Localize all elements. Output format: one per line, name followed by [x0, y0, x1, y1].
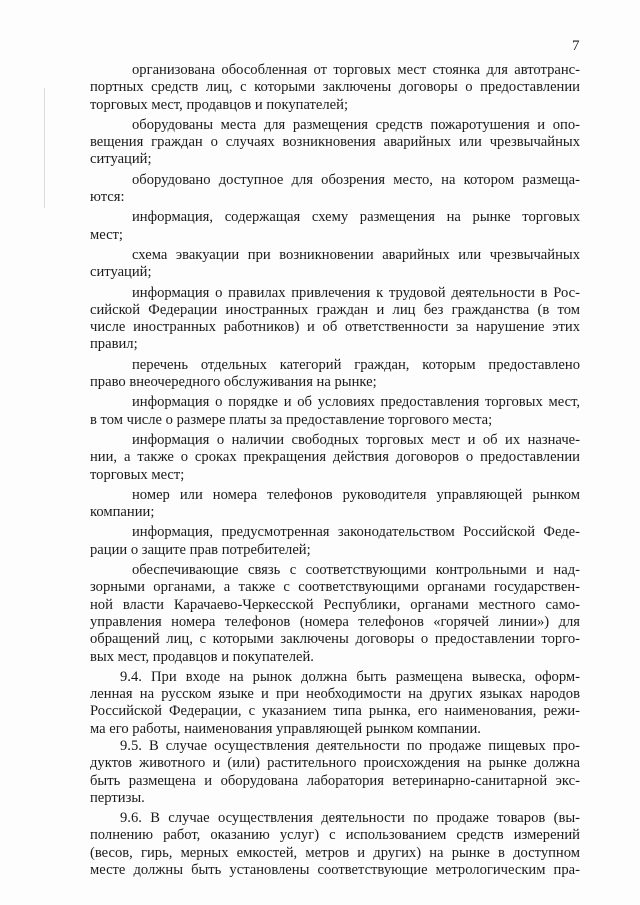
text-line: числе иностранных работников) и об ответственности за нарушение этих [90, 319, 580, 336]
text-line: полнению работ, оказанию услуг) с использованием средств измерений [90, 827, 580, 844]
text-line: оборудованы места для размещения средств пожаротушения и опо- [132, 116, 580, 133]
text-line: торговых мест, продавцов и покупателей; [90, 96, 349, 113]
text-line: перечень отдельных категорий граждан, которым предоставлено [132, 356, 580, 373]
text-line: обращений лиц, с которыми заключены договоры о предоставлении торго- [90, 631, 580, 648]
text-line: (весов, гирь, мерных емкостей, метров и других) на рынке в доступном [90, 844, 580, 861]
text-line: в том числе о размере платы за предоставление торгового места; [90, 411, 493, 428]
text-line: мест; [90, 226, 123, 243]
text-line: пертизы. [90, 789, 145, 806]
text-line: дуктов животного и (или) растительного происхождения на рынке должна [90, 755, 580, 772]
text-line: ма его работы, наименования управляющей рынком компании. [90, 720, 481, 737]
text-line: 9.6. В случае осуществления деятельности по продаже товаров (вы- [120, 810, 580, 827]
text-line: обеспечивающие связь с соответствующими контрольными и над- [132, 562, 580, 579]
text-line: схема эвакуации при возникновении аварийных или чрезвычайных [132, 246, 580, 263]
text-line: торговых мест; [90, 466, 185, 483]
text-line: вых мест, продавцов и покупателей. [90, 648, 314, 665]
text-line: месте должны быть установлены соответствующие метрологическим пра- [90, 862, 580, 879]
text-line: быть размещена и оборудована лаборатория ветеринарно-санитарной экс- [90, 772, 580, 789]
text-line: номер или номера телефонов руководителя управляющей рынком [132, 486, 580, 503]
text-line: информация о наличии свободных торговых мест и об их назначе- [132, 431, 580, 448]
text-line: 9.5. В случае осуществления деятельности по продаже пищевых про- [120, 737, 580, 754]
text-line: рации о защите прав потребителей; [90, 541, 311, 558]
text-line: информация, предусмотренная законодательством Российской Феде- [132, 524, 580, 541]
text-line: право внеочередного обслуживания на рынке; [90, 374, 377, 391]
text-line: портных средств лиц, с которыми заключены договоры о предоставлении [90, 79, 580, 96]
text-line: нии, а также о сроках прекращения действия договоров о предоставлении [90, 449, 580, 466]
text-line: вещения граждан о случаях возникновения аварийных или чрезвычайных [90, 134, 580, 151]
text-line: компании; [90, 504, 155, 521]
text-line: организована обособленная от торговых мест стоянка для автотранс- [132, 62, 580, 78]
text-line: управления номера телефонов (номера телефонов «горячей линии») для [90, 613, 580, 630]
text-line: 9.4. При входе на рынок должна быть размещена вывеска, оформ- [120, 668, 580, 685]
text-line: ситуаций; [90, 151, 152, 168]
scan-artifact-line [44, 88, 45, 208]
text-line: правил; [90, 336, 138, 353]
text-line: Российской Федерации, с указанием типа рынка, его наименования, режи- [90, 703, 580, 720]
document-body [90, 62, 580, 879]
text-line: оборудовано доступное для обозрения место, на котором размеща- [132, 171, 580, 188]
text-line: сийской Федерации иностранных граждан и лиц без гражданства (в том [90, 301, 580, 318]
text-line: ситуаций; [90, 264, 152, 281]
text-line: ленная на русском языке и при необходимости на других языках народов [90, 686, 580, 703]
text-line: информация о правилах привлечения к трудовой деятельности в Рос- [132, 284, 580, 301]
text-line: зорными органами, а также с соответствующими органами государствен- [90, 579, 580, 596]
text-line: ются: [90, 189, 125, 206]
text-line: ной власти Карачаево-Черкесской Республики, органами местного само- [90, 596, 580, 613]
page-number: 7 [572, 38, 580, 54]
text-line: информация о порядке и об условиях предоставления торговых мест, [132, 394, 580, 411]
text-line: информация, содержащая схему размещения на рынке торговых [132, 209, 580, 226]
